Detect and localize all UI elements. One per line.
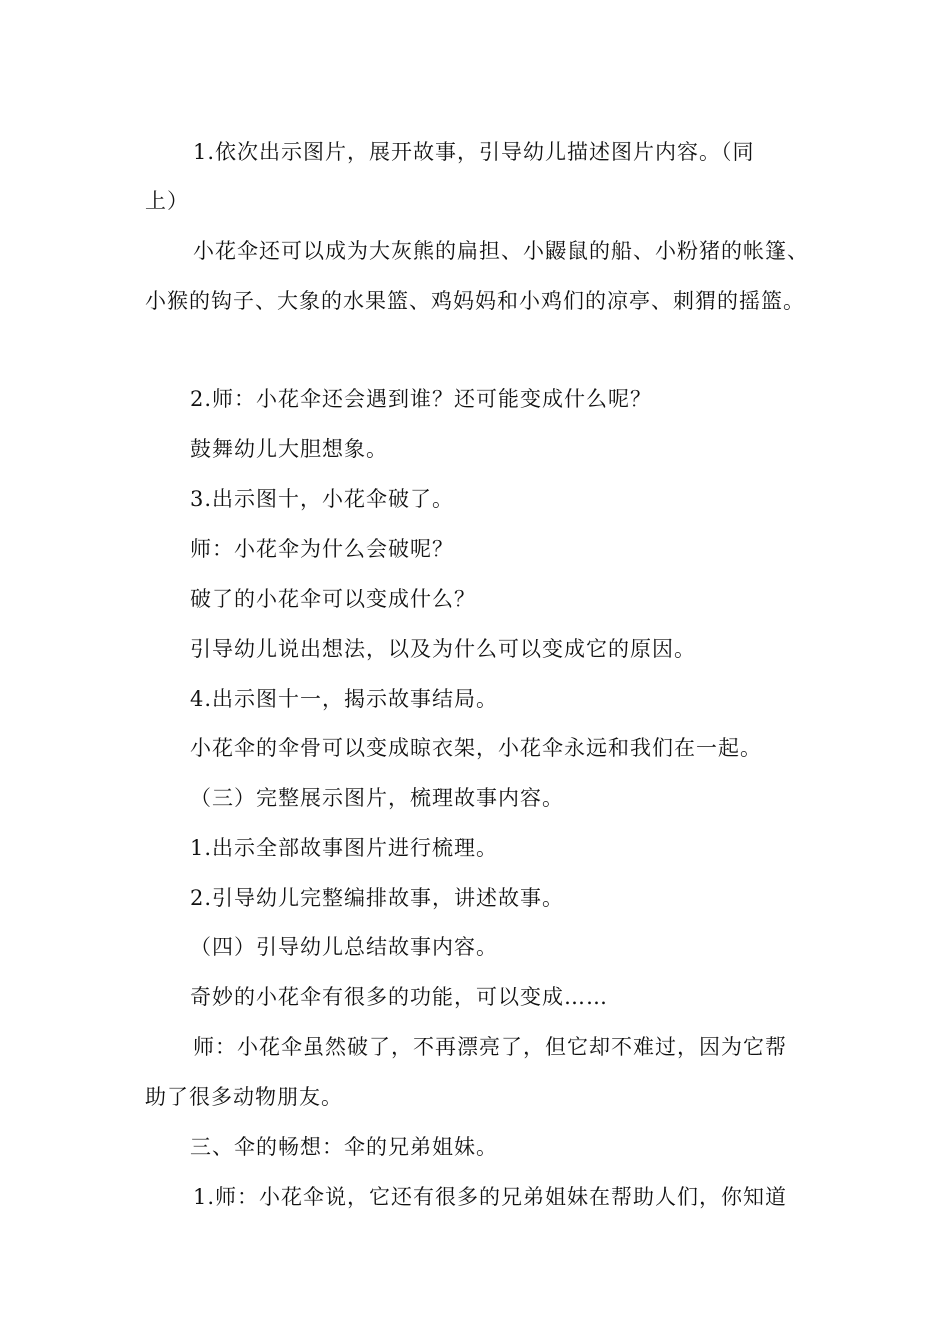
paragraph-line: 4.出示图十一，揭示故事结局。 [190,687,499,711]
paragraph-line: 师：小花伞为什么会破呢？ [190,537,454,561]
paragraph-line: 助了很多动物朋友。 [145,1085,343,1109]
paragraph-line: 1.出示全部故事图片进行梳理。 [190,836,499,860]
paragraph-line: 3.出示图十，小花伞破了。 [190,487,455,511]
paragraph-line: 引导幼儿说出想法，以及为什么可以变成它的原因。 [190,637,696,661]
paragraph-line: 1.依次出示图片，展开故事，引导幼儿描述图片内容。（同 [193,140,755,164]
paragraph-line: 1.师：小花伞说，它还有很多的兄弟姐妹在帮助人们，你知道 [193,1185,788,1209]
paragraph-line: 小花伞的伞骨可以变成晾衣架，小花伞永远和我们在一起。 [190,736,762,760]
paragraph-line: （四）引导幼儿总结故事内容。 [190,935,498,959]
paragraph-line: 上） [145,189,189,213]
paragraph-line: 小花伞还可以成为大灰熊的扁担、小鼹鼠的船、小粉猪的帐篷、 [193,239,809,263]
paragraph-line: 破了的小花伞可以变成什么？ [190,587,476,611]
paragraph-line: 鼓舞幼儿大胆想象。 [190,437,388,461]
paragraph-line: 2.引导幼儿完整编排故事，讲述故事。 [190,886,565,910]
paragraph-line: 2.师：小花伞还会遇到谁？还可能变成什么呢？ [190,387,653,411]
paragraph-line: 师：小花伞虽然破了，不再漂亮了，但它却不难过，因为它帮 [193,1035,787,1059]
paragraph-line: 奇妙的小花伞有很多的功能，可以变成…… [190,985,608,1009]
paragraph-line: 小猴的钩子、大象的水果篮、鸡妈妈和小鸡们的凉亭、刺猬的摇篮。 [145,289,805,313]
paragraph-line: 三、伞的畅想：伞的兄弟姐妹。 [190,1135,498,1159]
paragraph-line: （三）完整展示图片，梳理故事内容。 [190,786,564,810]
